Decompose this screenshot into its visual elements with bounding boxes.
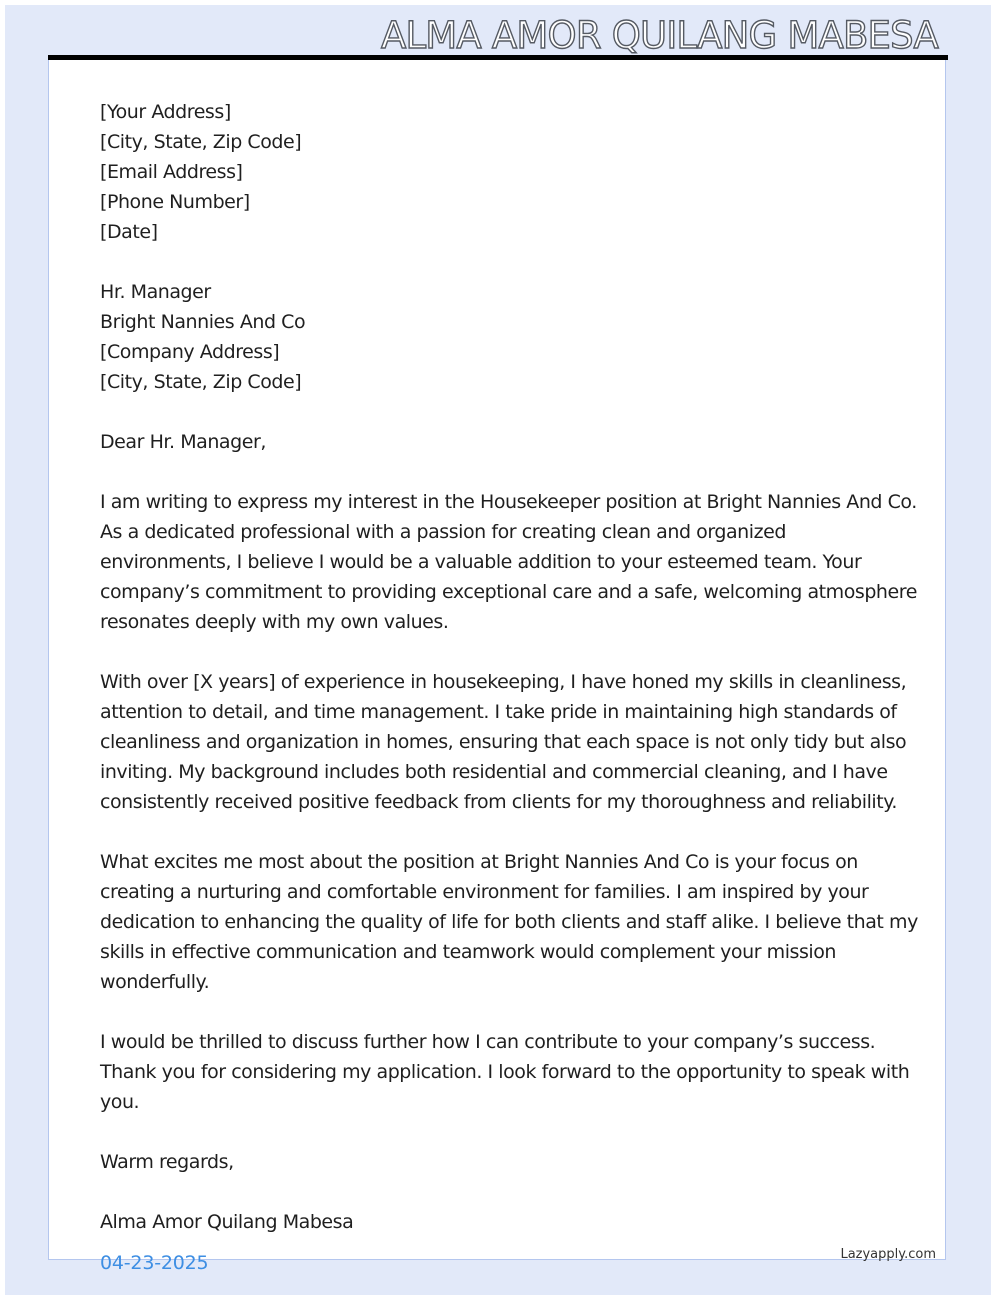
body-paragraph-experience: With over [X years] of experience in housekeeping, I have honed my skills in cleanliness, attention to detail, and time management. I take pride in maintaining high standards of cleanliness and organization in homes, ensuring that each space is not only tidy but also inviting. My background includes both residential and commercial cleaning, and I have consistently received positive feedback from clients for my thoroughness and reliability. [100,671,907,813]
footer-date: 04-23-2025 [100,1252,209,1274]
recipient-company: Bright Nannies And Co [100,311,306,333]
sender-date: [Date] [100,221,158,243]
sender-phone: [Phone Number] [100,191,250,213]
recipient-name: Hr. Manager [100,281,211,303]
body-paragraph-motivation: What excites me most about the position at Bright Nannies And Co is your focus on creating a nurturing and comfortable environment for families. I am inspired by your dedication to enhancing the quality of life for both clients and staff alike. I believe that my skills in effective communication and teamwork would complement your mission wonderfully. [100,851,918,993]
salutation: Dear Hr. Manager, [100,431,266,453]
signature: Alma Amor Quilang Mabesa [100,1211,354,1233]
body-paragraph-closing: I would be thrilled to discuss further how I can contribute to your company’s success. Thank you for considering my application. I look forward to the opportunity to speak with you. [100,1031,910,1113]
cover-letter-body [100,97,920,1237]
sender-address: [Your Address] [100,101,231,123]
sender-email: [Email Address] [100,161,243,183]
closing: Warm regards, [100,1151,234,1173]
recipient-company-address: [Company Address] [100,341,280,363]
lazyapply-watermark: Lazyapply.com [840,1247,936,1262]
body-paragraph-intro: I am writing to express my interest in the Housekeeper position at Bright Nannies And Co. As a dedicated professional with a passion for creating clean and organized environments, I believe I would be a valuable addition to your esteemed team. Your company’s commitment to providing exceptional care and a safe, welcoming atmosphere resonates deeply with my own values. [100,491,917,633]
recipient-city-state-zip: [City, State, Zip Code] [100,371,302,393]
applicant-name-header: ALMA AMOR QUILANG MABESA [380,14,938,57]
sender-city-state-zip: [City, State, Zip Code] [100,131,302,153]
